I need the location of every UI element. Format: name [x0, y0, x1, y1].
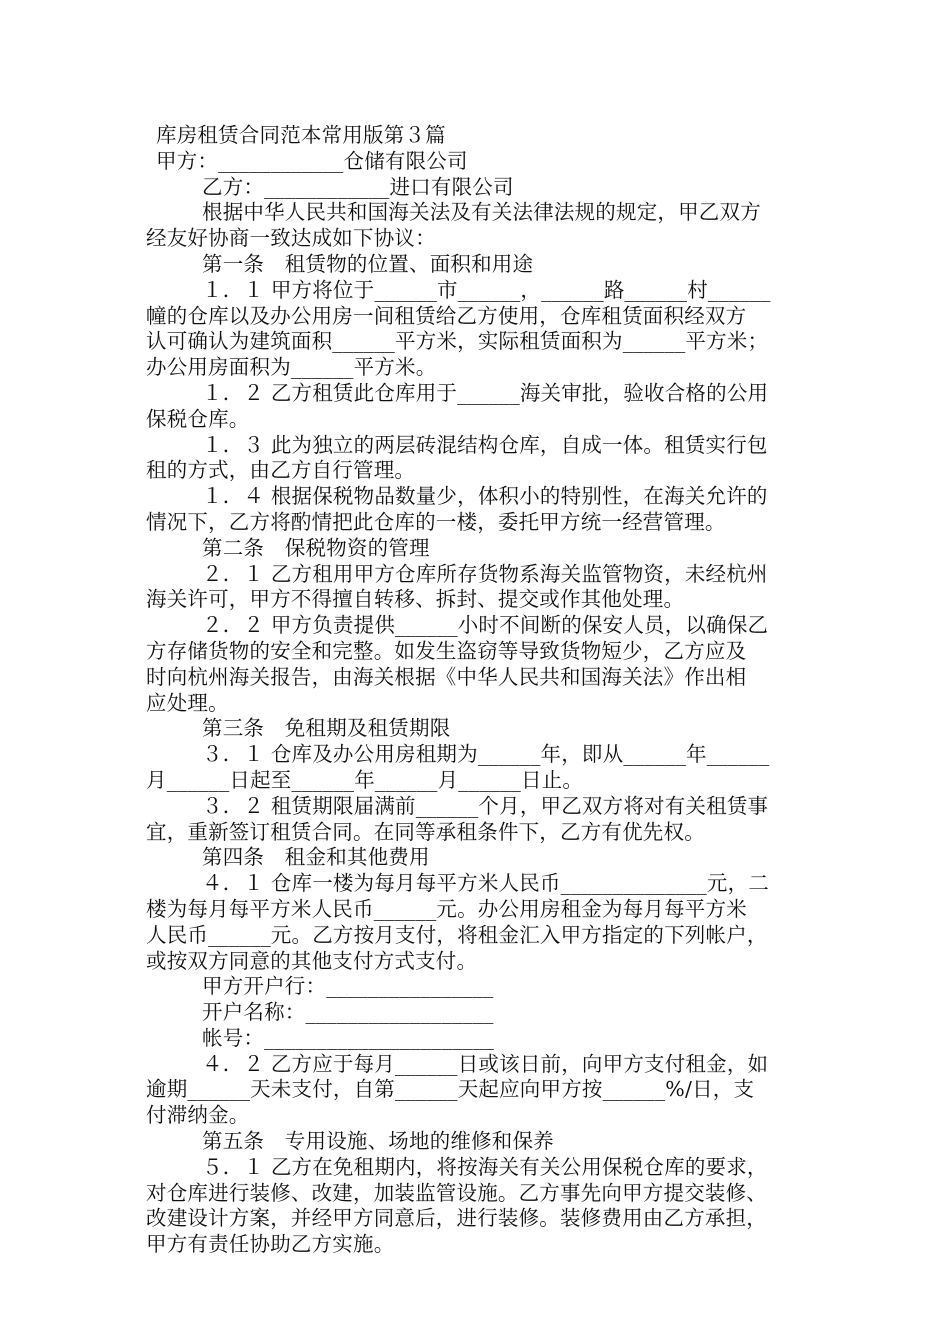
paragraph-line: 应处理。 — [146, 690, 229, 715]
paragraph-line: 对仓库进行装修、改建，加装监管设施。乙方事先向甲方提交装修、 — [146, 1180, 767, 1205]
paragraph-line: １．２ 乙方租赁此仓库用于______海关审批，验收合格的公用 — [202, 380, 769, 405]
paragraph-line: ５．１ 乙方在免租期内，将按海关有关公用保税仓库的要求， — [202, 1154, 768, 1179]
paragraph-line: 时向杭州海关报告，由海关根据《中华人民共和国海关法》作出相 — [146, 664, 747, 689]
paragraph-line: ２．１ 乙方租用甲方仓库所存货物系海关监管物资，未经杭州 — [202, 561, 768, 586]
paragraph-line: ３．１ 仓库及办公用房租期为______年，即从______年______ — [202, 742, 770, 767]
paragraph-line: 宜，重新签订租赁合同。在同等承租条件下，乙方有优先权。 — [146, 819, 705, 844]
paragraph-line: 方存储货物的安全和完整。如发生盗窃等导致货物短少，乙方应及 — [146, 638, 747, 663]
paragraph-line: 保税仓库。 — [146, 406, 250, 431]
paragraph-line: 甲方：____________仓储有限公司 — [156, 148, 468, 173]
paragraph-line: 情况下，乙方将酌情把此仓库的一楼，委托甲方统一经营管理。 — [146, 509, 726, 534]
paragraph-line: 幢的仓库以及办公用房一间租赁给乙方使用，仓库租赁面积经双方 — [146, 303, 747, 328]
paragraph-line: 第三条 免租期及租赁期限 — [202, 716, 451, 741]
paragraph-line: 第四条 租金和其他费用 — [202, 845, 430, 870]
paragraph-line: 付滞纳金。 — [146, 1103, 250, 1128]
paragraph-line: 乙方：____________进口有限公司 — [202, 174, 514, 199]
document-page — [146, 123, 810, 1258]
paragraph-line: 租的方式，由乙方自行管理。 — [146, 458, 416, 483]
paragraph-line: 第二条 保税物资的管理 — [202, 535, 430, 560]
paragraph-line: ３．２ 租赁期限届满前______个月，甲乙双方将对有关租赁事 — [202, 793, 769, 818]
paragraph-line: 第一条 租赁物的位置、面积和用途 — [202, 251, 534, 276]
paragraph-line: 帐号：______________________ — [202, 1025, 494, 1050]
paragraph-line: 或按双方同意的其他支付方式支付。 — [146, 948, 478, 973]
paragraph-line: 人民币______元。乙方按月支付，将租金汇入甲方指定的下列帐户， — [146, 922, 768, 947]
paragraph-line: 海关许可，甲方不得擅自转移、拆封、提交或作其他处理。 — [146, 587, 685, 612]
paragraph-line: 经友好协商一致达成如下协议： — [146, 226, 436, 251]
paragraph-line: 改建设计方案，并经甲方同意后，进行装修。装修费用由乙方承担， — [146, 1206, 767, 1231]
paragraph-line: 逾期______天未支付，自第______天起应向甲方按______%/日，支 — [146, 1077, 755, 1102]
document-title: 库房租赁合同范本常用版第３篇 — [156, 123, 446, 147]
paragraph-line: 楼为每月每平方米人民币______元。办公用房租金为每月每平方米 — [146, 896, 747, 921]
document-body — [146, 149, 810, 1258]
paragraph-line: １．４ 根据保税物品数量少，体积小的特别性，在海关允许的 — [202, 484, 768, 509]
paragraph-line: 办公用房面积为______平方米。 — [146, 355, 437, 380]
paragraph-line: 认可确认为建筑面积______平方米，实际租赁面积为______平方米； — [146, 329, 769, 354]
paragraph-line: ４．２ 乙方应于每月______日或该日前，向甲方支付租金，如 — [202, 1051, 769, 1076]
paragraph-line: 开户名称：__________________ — [202, 1000, 494, 1025]
paragraph-line: 甲方有责任协助乙方实施。 — [146, 1232, 395, 1257]
paragraph-line: 第五条 专用设施、场地的维修和保养 — [202, 1129, 554, 1154]
paragraph-line: 月______日起至______年______月______日止。 — [146, 767, 584, 792]
paragraph-line: 根据中华人民共和国海关法及有关法律法规的规定，甲乙双方 — [202, 200, 761, 225]
paragraph-line: １．１ 甲方将位于______市______，______路______村______ — [202, 277, 771, 302]
paragraph-line: １．３ 此为独立的两层砖混结构仓库，自成一体。租赁实行包 — [202, 432, 768, 457]
paragraph-line: ４．１ 仓库一楼为每月每平方米人民币______________元，二 — [202, 871, 770, 896]
paragraph-line: ２．２ 甲方负责提供______小时不间断的保安人员，以确保乙 — [202, 613, 769, 638]
paragraph-line: 甲方开户行：________________ — [202, 974, 494, 999]
